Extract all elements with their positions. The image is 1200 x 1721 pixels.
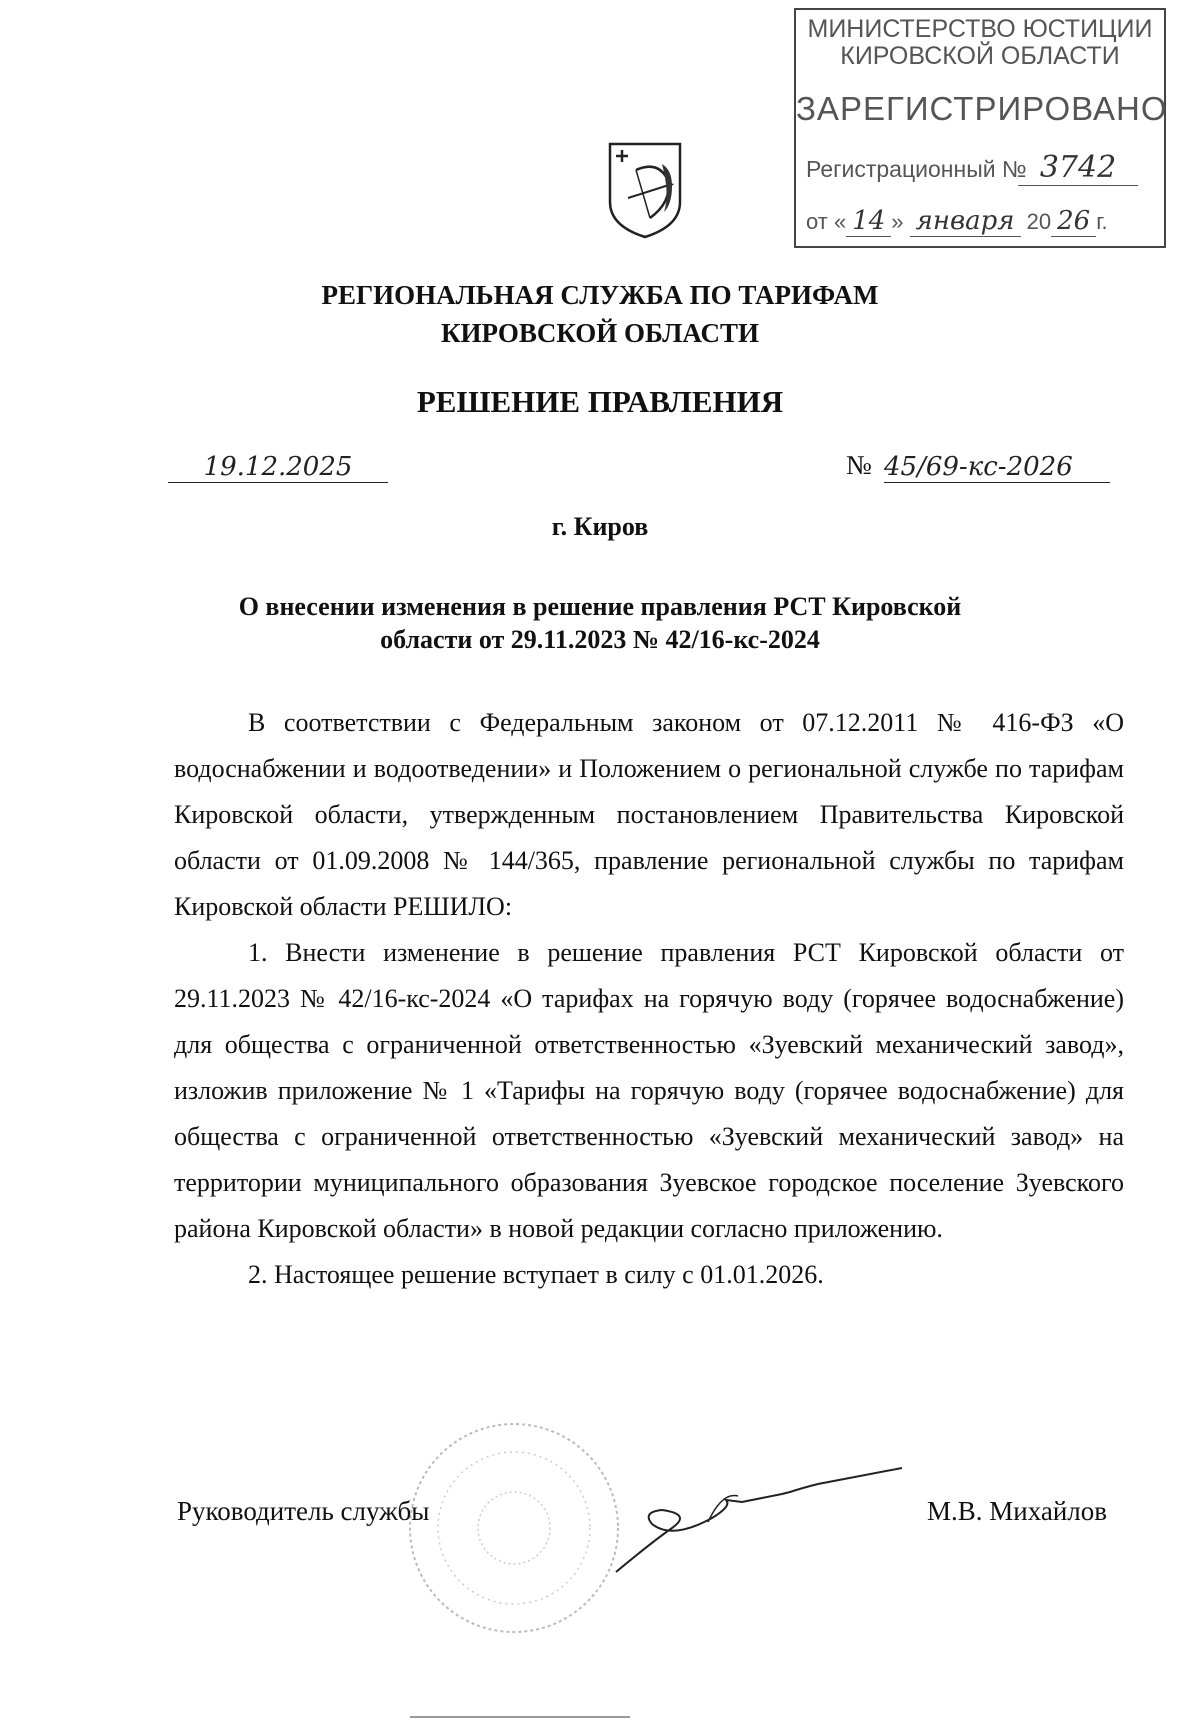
stamp-date-quote: » bbox=[891, 209, 904, 234]
org-line2: КИРОВСКОЙ ОБЛАСТИ bbox=[440, 318, 760, 348]
stamp-date-year-suffix: 26 bbox=[1051, 206, 1096, 237]
preamble-paragraph: В соответствии с Федеральным законом от 07.12.2011 № 416-ФЗ «О водоснабжении и водоотведении» и Положением о региональной службе по тарифам Кировской области, утвержденным постановлением Правительства Кировской области от 01.09.2008 № 144/365, правление региональной службы по тарифам Кировской области РЕШИЛО: bbox=[174, 708, 1124, 921]
document-body bbox=[174, 700, 1124, 1298]
subject-line2: области от 29.11.2023 № 42/16-кс-2024 bbox=[380, 625, 820, 654]
org-line1: РЕГИОНАЛЬНАЯ СЛУЖБА ПО ТАРИФАМ bbox=[321, 280, 879, 310]
decision-date: 19.12.2025 bbox=[168, 452, 388, 483]
stamp-date-day: 14 bbox=[846, 206, 891, 237]
organization-name bbox=[0, 276, 1200, 352]
subject-line1: О внесении изменения в решение правления РСТ Кировской bbox=[238, 592, 962, 621]
stamp-ministry bbox=[796, 16, 1164, 70]
item-1-paragraph: 1. Внести изменение в решение правления РСТ Кировской области от 29.11.2023 № 42/16-кс-2024 «О тарифах на горячую воду (горячее водоснабжение) для общества с ограниченной ответственностью «Зуевский механический завод», изложив приложение № 1 «Тарифы на горячую воду (горячее водоснабжение) для общества с ограниченной ответственностью «Зуевский механический завод» на территории муниципального образования Зуевское городское поселение Зуевского района Кировской области» в новой редакции согласно приложению. bbox=[174, 938, 1124, 1243]
signatory-title: Руководитель службы bbox=[177, 1496, 430, 1526]
stamp-date-suffix: г. bbox=[1096, 209, 1108, 234]
registration-stamp bbox=[794, 8, 1166, 248]
coat-of-arms-icon bbox=[606, 140, 684, 240]
stamp-ministry-line1: МИНИСТЕРСТВО ЮСТИЦИИ bbox=[807, 15, 1153, 43]
document-subject bbox=[0, 590, 1200, 656]
footer-divider bbox=[410, 1716, 630, 1718]
stamp-reg-label: Регистрационный № bbox=[806, 156, 1027, 182]
stamp-date-year-prefix: 20 bbox=[1026, 209, 1052, 234]
stamp-reg-number: 3742 bbox=[1018, 150, 1138, 186]
stamp-status: ЗАРЕГИСТРИРОВАНО bbox=[796, 90, 1168, 127]
document-type: РЕШЕНИЕ ПРАВЛЕНИЯ bbox=[416, 384, 784, 419]
signature-icon bbox=[612, 1462, 912, 1582]
item-2-paragraph: 2. Настоящее решение вступает в силу с 01.01.2026. bbox=[248, 1260, 824, 1289]
number-sign: № bbox=[846, 450, 872, 480]
round-seal-icon bbox=[404, 1418, 624, 1638]
stamp-date-month: января bbox=[910, 206, 1021, 237]
stamp-date bbox=[806, 206, 1108, 236]
signatory-name: М.В. Михайлов bbox=[927, 1496, 1108, 1526]
stamp-date-prefix: от « bbox=[806, 209, 847, 234]
city: г. Киров bbox=[551, 512, 649, 541]
decision-number: 45/69-кс-2026 bbox=[884, 452, 1110, 483]
stamp-ministry-line2: КИРОВСКОЙ ОБЛАСТИ bbox=[840, 42, 1120, 70]
